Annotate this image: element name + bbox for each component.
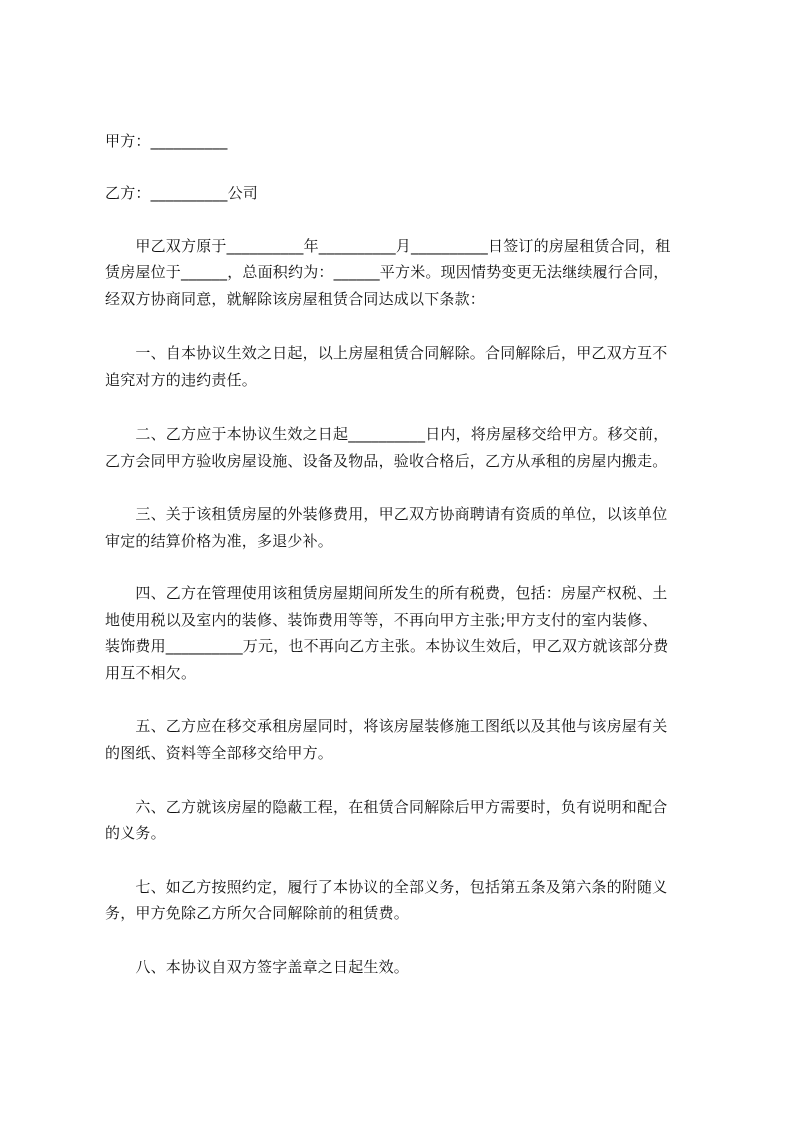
clause-6-line-2: 的义务。 [105, 824, 166, 842]
clause-4-line-3: 装饰费用__________万元，也不再向乙方主张。本协议生效后，甲乙双方就该部分费 [105, 637, 669, 655]
clause-4-line-1: 四、乙方在管理使用该租赁房屋期间所发生的所有税费，包括：房屋产权税、土 [105, 584, 668, 602]
clause-7-line-1: 七、如乙方按照约定，履行了本协议的全部义务，包括第五条及第六条的附随义 [105, 878, 668, 896]
clause-1-line-2: 追究对方的违约责任。 [105, 371, 258, 389]
party-b-line: 乙方：__________公司 [105, 184, 259, 202]
clause-4-line-2: 地使用税以及室内的装修、装饰费用等等，不再向甲方主张;甲方支付的室内装修、 [105, 611, 658, 629]
clause-7-line-2: 务，甲方免除乙方所欠合同解除前的租赁费。 [105, 904, 410, 922]
clause-2-line-1: 二、乙方应于本协议生效之日起__________日内，将房屋移交给甲方。移交前， [105, 425, 669, 443]
clause-3-line-1: 三、关于该租赁房屋的外装修费用，甲乙双方协商聘请有资质的单位，以该单位 [105, 505, 668, 523]
clause-5-line-1: 五、乙方应在移交承租房屋同时，将该房屋装修施工图纸以及其他与该房屋有关 [105, 717, 668, 735]
intro-line-2: 赁房屋位于______，总面积约为：______平方米。现因情势变更无法继续履行合同， [105, 263, 669, 281]
clause-6-line-1: 六、乙方就该房屋的隐蔽工程，在租赁合同解除后甲方需要时，负有说明和配合 [105, 798, 668, 816]
clause-5-line-2: 的图纸、资料等全部移交给甲方。 [105, 744, 334, 762]
clause-3-line-2: 审定的结算价格为准，多退少补。 [105, 532, 334, 550]
clause-4-line-4: 用互不相欠。 [105, 664, 197, 682]
clause-8-line-1: 八、本协议自双方签字盖章之日起生效。 [105, 958, 410, 976]
intro-line-3: 经双方协商同意，就解除该房屋租赁合同达成以下条款： [105, 290, 486, 308]
party-a-line: 甲方：__________ [105, 132, 228, 150]
intro-line-1: 甲乙双方原于__________年__________月__________日签订的房屋租赁合同，租 [105, 237, 671, 255]
clause-1-line-1: 一、自本协议生效之日起，以上房屋租赁合同解除。合同解除后，甲乙双方互不 [105, 344, 668, 362]
clause-2-line-2: 乙方会同甲方验收房屋设施、设备及物品，验收合格后，乙方从承租的房屋内搬走。 [105, 452, 668, 470]
